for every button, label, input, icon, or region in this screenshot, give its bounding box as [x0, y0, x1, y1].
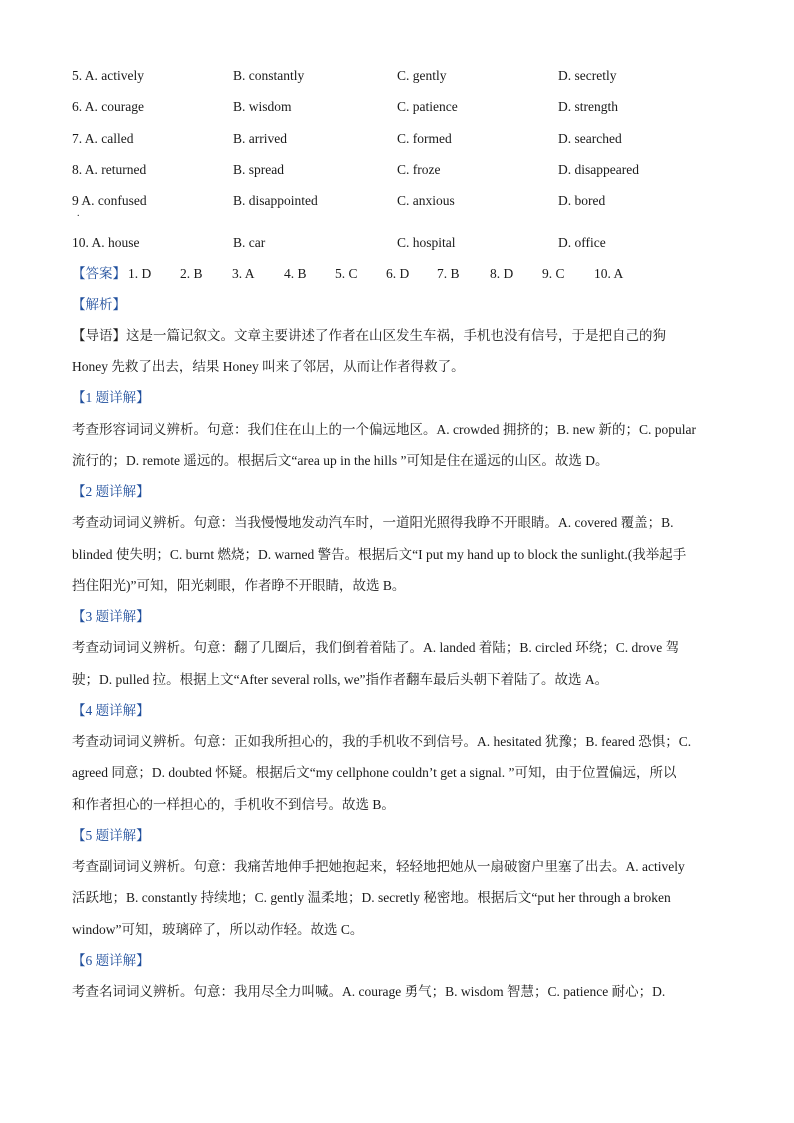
option-a: 8. A. returned: [72, 162, 147, 177]
section-line: window”可知，玻璃碎了，所以动作轻。故选 C。: [72, 922, 364, 937]
answer-line: [72, 264, 624, 284]
section-line: 驶；D. pulled 拉。根据上文“After several rolls, we”指作者翻车最后头朝下着陆了。故选 A。: [72, 672, 609, 687]
section-line: 考查副词词义辨析。句意：我痛苦地伸手把她抱起来，轻轻地把她从一扇破窗户里塞了出去。A. actively: [72, 859, 685, 874]
section-line: 考查动词词义辨析。句意：正如我所担心的，我的手机收不到信号。A. hesitated 犹豫；B. feared 恐惧；C.: [72, 734, 692, 749]
stray-dot-mark: .: [77, 208, 80, 219]
option-d: D. office: [558, 235, 606, 250]
option-row-7: [72, 129, 752, 149]
option-row-10: [72, 233, 752, 253]
option-a: 6. A. courage: [72, 99, 144, 114]
option-a: 9 A. confused: [72, 193, 147, 208]
section-line: agreed 同意；D. doubted 怀疑。根据后文“my cellphone couldn’t get a signal. ”可知，由于位置偏远，所以: [72, 765, 677, 780]
section-line: 流行的；D. remote 遥远的。根据后文“area up in the hills ”可知是住在遥远的山区。故选 D。: [72, 453, 609, 468]
option-b: B. wisdom: [233, 99, 292, 114]
answer-item: 2. B: [180, 266, 203, 281]
section-line: 考查形容词词义辨析。句意：我们住在山上的一个偏远地区。A. crowded 拥挤的；B. new 新的；C. popular: [72, 422, 696, 437]
option-b: B. disappointed: [233, 193, 318, 208]
option-d: D. disappeared: [558, 162, 639, 177]
section-heading-2: 【2 题详解】: [72, 484, 150, 499]
section-heading-5: 【5 题详解】: [72, 828, 150, 843]
answer-item: 6. D: [386, 266, 410, 281]
option-b: B. car: [233, 235, 266, 250]
option-c: C. formed: [397, 131, 452, 146]
option-a: 10. A. house: [72, 235, 140, 250]
section-line: 和作者担心的一样担心的，手机收不到信号。故选 B。: [72, 797, 395, 812]
option-row-9: [72, 191, 752, 211]
section-line: blinded 使失明；C. burnt 燃烧；D. warned 警告。根据后文“I put my hand up to block the sunlight.(我举起手: [72, 547, 687, 562]
option-row-8: [72, 160, 752, 180]
option-d: D. bored: [558, 193, 606, 208]
section-heading-3: 【3 题详解】: [72, 609, 150, 624]
option-c: C. patience: [397, 99, 458, 114]
option-d: D. strength: [558, 99, 618, 114]
option-row-6: [72, 97, 752, 117]
option-c: C. gently: [397, 68, 447, 83]
analysis-heading: 【解析】: [72, 297, 126, 312]
answer-item: 5. C: [335, 266, 358, 281]
section-line: 考查名词词义辨析。句意：我用尽全力叫喊。A. courage 勇气；B. wisdom 智慧；C. patience 耐心；D.: [72, 984, 666, 999]
section-line: 挡住阳光)”可知，阳光刺眼，作者睁不开眼睛，故选 B。: [72, 578, 406, 593]
option-c: C. froze: [397, 162, 441, 177]
option-d: D. searched: [558, 131, 622, 146]
section-line: 考查动词词义辨析。句意：当我慢慢地发动汽车时，一道阳光照得我睁不开眼睛。A. covered 覆盖；B.: [72, 515, 674, 530]
answer-item: 1. D: [128, 266, 152, 281]
answer-item: 9. C: [542, 266, 565, 281]
option-a: 7. A. called: [72, 131, 134, 146]
answer-item: 8. D: [490, 266, 514, 281]
answer-item: 3. A: [232, 266, 255, 281]
answer-label: 【答案】: [72, 266, 126, 281]
section-heading-6: 【6 题详解】: [72, 953, 150, 968]
option-c: C. anxious: [397, 193, 455, 208]
section-line: 活跃地；B. constantly 持续地；C. gently 温柔地；D. secretly 秘密地。根据后文“put her through a broken: [72, 890, 671, 905]
section-heading-1: 【1 题详解】: [72, 390, 150, 405]
option-b: B. arrived: [233, 131, 287, 146]
option-d: D. secretly: [558, 68, 617, 83]
answer-item: 10. A: [594, 266, 624, 281]
option-c: C. hospital: [397, 235, 456, 250]
option-row-5: [72, 66, 752, 86]
guide-line: Honey 先救了出去，结果 Honey 叫来了邻居，从而让作者得救了。: [72, 359, 465, 374]
answer-item: 4. B: [284, 266, 307, 281]
guide-line: 【导语】这是一篇记叙文。文章主要讲述了作者在山区发生车祸，手机也没有信号，于是把自己的狗: [72, 328, 666, 343]
section-heading-4: 【4 题详解】: [72, 703, 150, 718]
answer-item: 7. B: [437, 266, 460, 281]
option-a: 5. A. actively: [72, 68, 144, 83]
section-line: 考查动词词义辨析。句意：翻了几圈后，我们倒着着陆了。A. landed 着陆；B. circled 环绕；C. drove 驾: [72, 640, 680, 655]
option-b: B. constantly: [233, 68, 305, 83]
option-b: B. spread: [233, 162, 284, 177]
